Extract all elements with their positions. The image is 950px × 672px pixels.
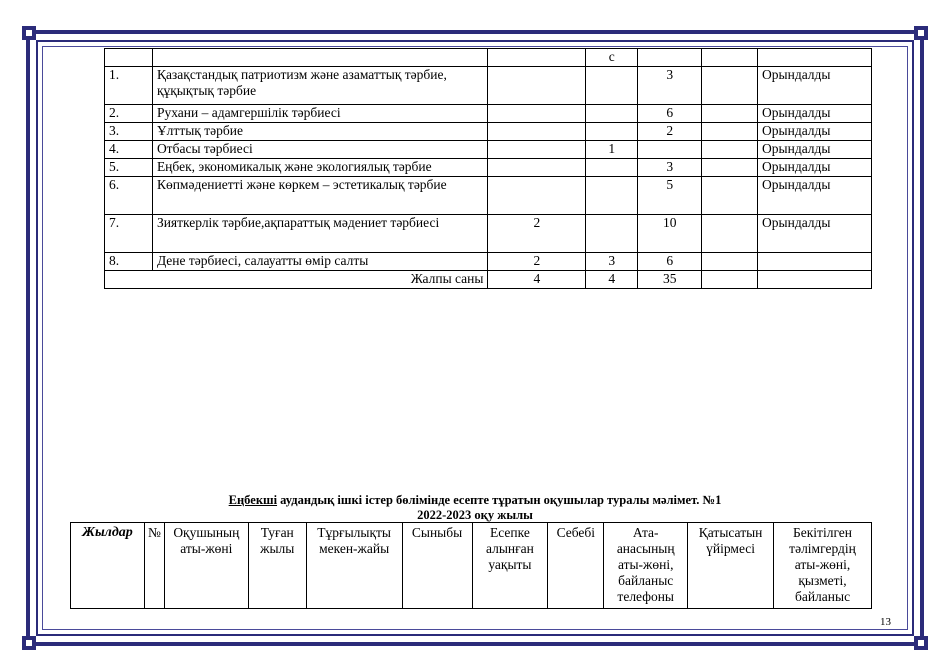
- table-header-row: [105, 49, 872, 67]
- academic-year: 2022-2023 оқу жылы: [417, 508, 533, 522]
- row-number: 2.: [105, 105, 153, 123]
- border-corner-ornament: [914, 636, 928, 650]
- section-heading: [0, 493, 950, 507]
- row-number: 3.: [105, 123, 153, 141]
- row-status: Орындалды: [758, 159, 872, 177]
- row-name: Еңбек, экономикалық және экологиялық тәрбие: [152, 159, 488, 177]
- border-corner-ornament: [22, 636, 36, 650]
- column-header: №: [144, 523, 164, 609]
- education-activities-table: [104, 48, 872, 289]
- row-name: Отбасы тәрбиесі: [152, 141, 488, 159]
- page-number: 13: [880, 616, 891, 628]
- row-number: 1.: [105, 67, 153, 105]
- row-name: Көпмәдениетті және көркем – эстетикалық тәрбие: [152, 177, 488, 215]
- table-row: 7. Зияткерлік тәрбие,ақпараттық мәдениет тәрбиесі 2 10 Орындалды: [105, 215, 872, 253]
- row-number: 4.: [105, 141, 153, 159]
- border-corner-ornament: [914, 26, 928, 40]
- column-header: Сыныбы: [402, 523, 472, 609]
- row-name: Рухани – адамгершілік тәрбиесі: [152, 105, 488, 123]
- row-name: Ұлттық тәрбие: [152, 123, 488, 141]
- column-header: Қатысатын үйірмесі: [688, 523, 774, 609]
- row-status: Орындалды: [758, 105, 872, 123]
- table-row: 4. Отбасы тәрбиесі 1 Орындалды: [105, 141, 872, 159]
- row-number: 7.: [105, 215, 153, 253]
- row-status: Орындалды: [758, 215, 872, 253]
- column-header-cell: с: [586, 49, 638, 67]
- table-row: 3. Ұлттық тәрбие 2 Орындалды: [105, 123, 872, 141]
- row-status: Орындалды: [758, 123, 872, 141]
- column-header: Тұрғылықты мекен-жайы: [306, 523, 402, 609]
- table-row: 6. Көпмәдениетті және көркем – эстетикалық тәрбие 5 Орындалды: [105, 177, 872, 215]
- row-status: Орындалды: [758, 67, 872, 105]
- students-registry-table: [70, 522, 872, 609]
- row-name: Қазақстандық патриотизм және азаматтық тәрбие, құқықтық тәрбие: [152, 67, 488, 105]
- row-number: 5.: [105, 159, 153, 177]
- border-corner-ornament: [22, 26, 36, 40]
- row-number: 8.: [105, 253, 153, 271]
- table-row: 1. Қазақстандық патриотизм және азаматтық тәрбие, құқықтық тәрбие 3 Орындалды: [105, 67, 872, 105]
- row-name: Зияткерлік тәрбие,ақпараттық мәдениет тәрбиесі: [152, 215, 488, 253]
- column-header: Оқушының аты-жөні: [164, 523, 248, 609]
- table-row: 2. Рухани – адамгершілік тәрбиесі 6 Орындалды: [105, 105, 872, 123]
- table-row: 5. Еңбек, экономикалық және экологиялық тәрбие 3 Орындалды: [105, 159, 872, 177]
- column-header: Туған жылы: [248, 523, 306, 609]
- row-number: 6.: [105, 177, 153, 215]
- column-header: Есепке алынған уақыты: [472, 523, 548, 609]
- table-header-row: [71, 523, 872, 609]
- heading-underlined-word: Еңбекші: [228, 493, 278, 507]
- row-status: Орындалды: [758, 141, 872, 159]
- table-row: 8. Дене тәрбиесі, салауатты өмір салты 2 3 6: [105, 253, 872, 271]
- column-header: Жылдар: [71, 523, 145, 609]
- heading-text: аудандық ішкі істер бөлімінде есепте тұратын оқушылар туралы мәлімет. №1: [277, 493, 722, 507]
- total-label: Жалпы саны: [105, 271, 488, 289]
- column-header: Ата-анасының аты-жөні, байланыс телефоны: [604, 523, 688, 609]
- total-row: Жалпы саны 4 4 35: [105, 271, 872, 289]
- column-header: Себебі: [548, 523, 604, 609]
- column-header: Бекітілген тәлімгердің аты-жөні, қызметі, байланыс: [774, 523, 872, 609]
- row-status: Орындалды: [758, 177, 872, 215]
- row-name: Дене тәрбиесі, салауатты өмір салты: [152, 253, 488, 271]
- row-status: [758, 253, 872, 271]
